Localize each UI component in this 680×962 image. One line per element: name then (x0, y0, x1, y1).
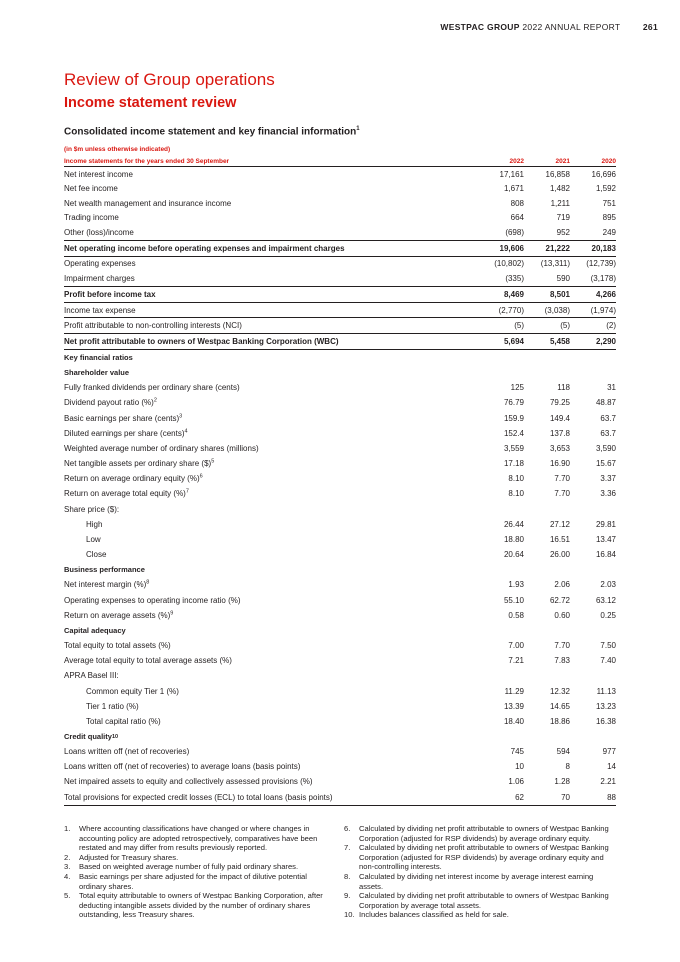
total-row (64, 333, 616, 350)
cell-value: 8.10 (508, 489, 524, 499)
row-label: Low (86, 535, 101, 545)
row-label: Net wealth management and insurance income (64, 198, 232, 208)
table-row (64, 182, 616, 197)
table-row (64, 532, 616, 547)
row-label: Impairment charges (64, 273, 135, 283)
cell-value: 7.21 (508, 656, 524, 666)
cell-value: 13.47 (595, 535, 616, 545)
table-row (64, 653, 616, 668)
footnote: 6. Calculated by dividing net profit attributable to owners of Westpac Banking Corporation (adjusted for RSP dividends) by average ordinary equity. (344, 824, 609, 843)
table-header-row (64, 155, 616, 167)
table-row (64, 683, 616, 698)
cell-value: 3.37 (600, 474, 616, 484)
section-heading-shareholder: Shareholder value (64, 368, 130, 378)
cell-value: 14 (607, 762, 616, 772)
cell-value: 13.23 (595, 701, 616, 711)
cell-value: 5,458 (549, 336, 570, 346)
cell-value: (1,974) (590, 305, 616, 315)
footnote: 8. Calculated by dividing net interest income by average interest earning assets. (344, 871, 594, 891)
table-row (64, 714, 616, 729)
cell-value: 895 (602, 213, 616, 223)
table-row (64, 608, 616, 623)
cell-value: 1.06 (508, 777, 524, 787)
cell-value: 10 (515, 762, 524, 772)
row-label: Dividend payout ratio (%)$^2$ (64, 397, 157, 408)
cell-value: 20.64 (503, 550, 524, 560)
row-label: Return on average total equity (%)$^7$ (64, 488, 189, 499)
cell-value: 18.40 (503, 716, 524, 726)
table-row (64, 256, 616, 272)
cell-value: 26.00 (549, 550, 570, 560)
table-row (64, 790, 616, 806)
cell-value: 21,222 (545, 243, 570, 253)
share-price-label: Share price ($): (64, 504, 120, 514)
cell-value: 3,653 (549, 443, 570, 453)
table-row (64, 441, 616, 456)
cell-value: 62 (515, 792, 524, 802)
row-label: Trading income (64, 213, 119, 223)
cell-value: 2.21 (600, 777, 616, 787)
cell-value: 751 (602, 198, 616, 208)
page-header (440, 22, 658, 32)
cell-value: 3,559 (503, 443, 524, 453)
section-heading-key-ratios: Key financial ratios (64, 353, 133, 363)
row-label: Operating expenses to operating income ratio (%) (64, 595, 241, 605)
table-row (64, 196, 616, 211)
cell-value: 16.90 (549, 459, 570, 469)
row-label: Loans written off (net of recoveries) (64, 747, 190, 757)
footnote-ref: 9 (170, 610, 174, 617)
cell-value: 3,590 (595, 443, 616, 453)
cell-value: 149.4 (549, 413, 570, 423)
footnote-ref: 6 (199, 473, 203, 480)
cell-value: 2,290 (595, 336, 616, 346)
table-row (64, 211, 616, 226)
footnote: 3. Based on weighted average number of fully paid ordinary shares. (64, 862, 299, 872)
footnote-ref: 3 (179, 412, 183, 419)
cell-value: 8,469 (503, 289, 524, 299)
cell-value: 7.70 (554, 489, 570, 499)
row-label: High (86, 519, 103, 529)
row-label: Net operating income before operating expenses and impairment charges (64, 243, 345, 253)
table-caption-period: Income statements for the years ended 30 September (64, 158, 230, 165)
cell-value: 249 (602, 227, 616, 237)
table-row (64, 426, 616, 441)
table-title: Consolidated income statement and key financial information$^1$ (64, 126, 360, 138)
cell-value: 664 (510, 213, 524, 223)
cell-value: (10,802) (494, 259, 524, 269)
cell-value: 152.4 (503, 428, 524, 438)
cell-value: 977 (602, 747, 616, 757)
footnotes-left (64, 824, 332, 920)
row-label: Return on average assets (%)$^9$ (64, 610, 174, 620)
cell-value: (2,770) (498, 305, 524, 315)
table-row (64, 774, 616, 789)
header-report: 2022 ANNUAL REPORT (522, 22, 621, 32)
cell-value: 29.81 (595, 519, 616, 529)
row-label: Income tax expense (64, 305, 136, 315)
cell-value: 7.40 (600, 656, 616, 666)
row-label: Weighted average number of ordinary shares (millions) (64, 443, 259, 453)
cell-value: 1,482 (549, 184, 570, 194)
row-label: Net interest margin (%)$^8$ (64, 579, 150, 590)
cell-value: (2) (606, 321, 616, 331)
table-row (64, 759, 616, 774)
table-title-footnote: 1 (356, 126, 360, 132)
cell-value: 808 (510, 198, 524, 208)
section-heading-credit: Credit quality 10 (64, 732, 119, 741)
table-row (64, 471, 616, 486)
footnote-ref: 8 (146, 579, 150, 586)
cell-value: 18.80 (503, 535, 524, 545)
section-title: Review of Group operations (64, 70, 275, 89)
subtotal-row (64, 286, 616, 302)
cell-value: (3,038) (544, 305, 570, 315)
financial-table (64, 146, 616, 806)
section-heading-capital: Capital adequacy (64, 625, 126, 635)
page-number: 261 (642, 22, 658, 32)
cell-value: (5) (560, 321, 570, 331)
row-label: Profit attributable to non-controlling interests (NCI) (64, 321, 242, 331)
cell-value: 719 (556, 213, 570, 223)
row-label: Net tangible assets per ordinary share ($)$^5$ (64, 458, 215, 469)
cell-value: 0.60 (554, 610, 570, 620)
cell-value: 952 (556, 227, 570, 237)
cell-value: 594 (556, 747, 570, 757)
cell-value: 31 (607, 383, 616, 393)
cell-value: 2.03 (600, 580, 616, 590)
row-label: Average total equity to total average assets (%) (64, 656, 232, 666)
row-label: Other (loss)/income (64, 227, 134, 237)
row-label: Fully franked dividends per ordinary share (cents) (64, 383, 240, 393)
table-row (64, 395, 616, 410)
cell-value: 17.18 (503, 459, 524, 469)
footnote-ref: 2 (153, 397, 157, 404)
table-row (64, 517, 616, 532)
cell-value: 63.12 (595, 595, 616, 605)
cell-value: 7.70 (554, 474, 570, 484)
footnote-ref: 4 (184, 428, 188, 435)
cell-value: 159.9 (503, 413, 524, 423)
row-label: Basic earnings per share (cents)$^3$ (64, 412, 183, 423)
table-row (64, 225, 616, 240)
cell-value: 0.58 (508, 610, 524, 620)
row-label: Loans written off (net of recoveries) to average loans (basis points) (64, 762, 301, 772)
table-row (64, 638, 616, 653)
cell-value: 11.13 (596, 686, 616, 696)
cell-value: 17,161 (499, 169, 524, 179)
cell-value: 1,592 (595, 184, 616, 194)
cell-value: 4,266 (595, 289, 616, 299)
cell-value: 125 (510, 383, 524, 393)
table-row (64, 593, 616, 608)
table-row (64, 410, 616, 425)
cell-value: 79.25 (549, 398, 570, 408)
footnote-ref: 5 (211, 458, 215, 465)
cell-value: (335) (505, 273, 524, 283)
cell-value: 18.86 (549, 716, 570, 726)
cell-value: 1,211 (550, 198, 570, 208)
row-label: Tier 1 ratio (%) (86, 701, 139, 711)
cell-value: 13.39 (503, 701, 524, 711)
table-row (64, 167, 616, 182)
row-label: Profit before income tax (64, 289, 156, 299)
cell-value: (3,178) (590, 273, 616, 283)
cell-value: 19,606 (499, 243, 524, 253)
table-row (64, 456, 616, 471)
table-row (64, 302, 616, 318)
table-row (64, 317, 616, 333)
year-header: 2021 (555, 158, 570, 165)
footnote: 2. Adjusted for Treasury shares. (64, 852, 179, 862)
table-row (64, 577, 616, 592)
row-label: Net interest income (64, 169, 133, 179)
cell-value: 76.79 (503, 398, 524, 408)
row-label: Diluted earnings per share (cents)$^4$ (64, 428, 188, 438)
cell-value: 63.7 (600, 428, 616, 438)
row-label: Close (86, 550, 107, 560)
cell-value: 8,501 (549, 289, 570, 299)
cell-value: 20,183 (591, 243, 616, 253)
cell-value: 3.36 (600, 489, 616, 499)
cell-value: 1.28 (554, 777, 570, 787)
cell-value: 88 (607, 792, 616, 802)
cell-value: 16,696 (591, 169, 616, 179)
cell-value: (13,311) (540, 259, 570, 269)
cell-value: 7.00 (508, 640, 524, 650)
row-label: Net fee income (64, 184, 118, 194)
cell-value: 12.32 (549, 686, 570, 696)
cell-value: 2.06 (554, 580, 570, 590)
table-row (64, 486, 616, 501)
cell-value: 8 (565, 762, 570, 772)
cell-value: 63.7 (600, 413, 616, 423)
footnote: 5. Total equity attributable to owners of Westpac Banking Corporation, after deducting intangible assets divided by the number of ordinary shares outstanding, less Treasury shares. (64, 891, 323, 920)
row-label: Operating expenses (64, 259, 136, 269)
cell-value: 15.67 (595, 459, 616, 469)
cell-value: 14.65 (549, 701, 570, 711)
cell-value: 27.12 (549, 519, 570, 529)
footnote: 4. Basic earnings per share adjusted for the impact of dilutive potential ordinary shares. (64, 871, 307, 891)
cell-value: 16.84 (595, 550, 616, 560)
cell-value: (5) (514, 321, 524, 331)
row-label: Total equity to total assets (%) (64, 640, 171, 650)
cell-value: (12,739) (586, 259, 616, 269)
row-label: Net impaired assets to equity and collectively assessed provisions (%) (64, 777, 313, 787)
footnote: 7. Calculated by dividing net profit attributable to owners of Westpac Banking Corporation (adjusted for RSP dividends) by average ordinary equity and non-controlling interests. (344, 843, 609, 872)
cell-value: 118 (557, 383, 570, 393)
cell-value: 16.38 (595, 716, 616, 726)
cell-value: 8.10 (508, 474, 524, 484)
cell-value: 55.10 (503, 595, 524, 605)
row-label: Total provisions for expected credit losses (ECL) to total loans (basis points) (64, 792, 333, 802)
table-row (64, 699, 616, 714)
basel-label: APRA Basel III: (64, 671, 119, 681)
cell-value: 70 (561, 792, 570, 802)
cell-value: 745 (510, 747, 524, 757)
row-label: Net profit attributable to owners of Westpac Banking Corporation (WBC) (64, 336, 339, 346)
table-row (64, 547, 616, 562)
cell-value: 48.87 (595, 398, 616, 408)
subtotal-row (64, 240, 616, 256)
cell-value: 7.50 (600, 640, 616, 650)
header-brand: WESTPAC GROUP (440, 22, 520, 32)
cell-value: 137.8 (549, 428, 570, 438)
cell-value: 5,694 (503, 336, 524, 346)
table-row (64, 271, 616, 286)
row-label: Return on average ordinary equity (%)$^6$ (64, 473, 203, 484)
cell-value: 1,671 (503, 184, 524, 194)
table-row (64, 380, 616, 395)
table-row (64, 744, 616, 759)
year-header: 2020 (601, 158, 616, 165)
footnote: 9. Calculated by dividing net profit attributable to owners of Westpac Banking Corporation by average total assets. (344, 891, 609, 910)
cell-value: 11.29 (504, 686, 524, 696)
cell-value: 62.72 (549, 595, 570, 605)
cell-value: 590 (556, 273, 570, 283)
year-header: 2022 (509, 158, 524, 165)
cell-value: 7.83 (554, 656, 570, 666)
footnote-ref: 7 (185, 488, 189, 495)
cell-value: 0.25 (600, 610, 616, 620)
cell-value: 16.51 (549, 535, 570, 545)
table-caption-units: (in $m unless otherwise indicated) (64, 146, 171, 153)
cell-value: 1.93 (508, 580, 524, 590)
footnote: 10. Includes balances classified as held for sale. (344, 910, 509, 920)
footnote: 1. Where accounting classifications have changed or where changes in accounting policy are adopted retrospectively, comparatives have been restated and may differ from results previously reported. (64, 824, 318, 853)
cell-value: (698) (505, 227, 524, 237)
row-label: Common equity Tier 1 (%) (86, 686, 179, 696)
row-label: Total capital ratio (%) (86, 716, 161, 726)
footnotes-right (344, 824, 616, 920)
cell-value: 7.70 (554, 640, 570, 650)
cell-value: 16,858 (545, 169, 570, 179)
cell-value: 26.44 (503, 519, 524, 529)
subsection-title: Income statement review (64, 95, 237, 111)
section-heading-business: Business performance (64, 565, 145, 575)
